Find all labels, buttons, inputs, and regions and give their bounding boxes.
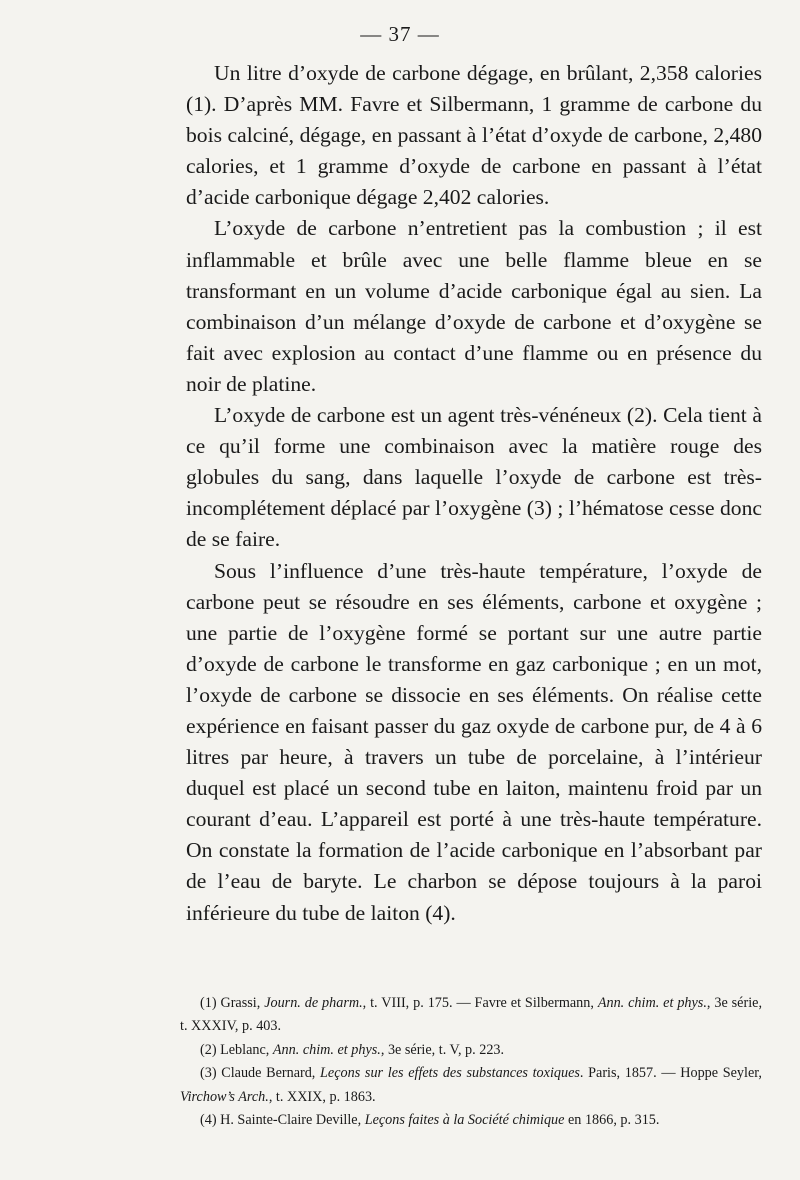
footnote-text	[180, 1065, 762, 1104]
footnote-title: Journ. de pharm.	[264, 995, 363, 1011]
footnote-title: Ann. chim. et phys.	[597, 995, 707, 1011]
footnote-text	[180, 995, 762, 1034]
footnote-text	[217, 1112, 660, 1128]
footnote-number: (2)	[200, 1041, 217, 1058]
footnote-segment: , t. XXIX, p. 1863.	[268, 1088, 376, 1105]
footnote-text	[217, 1042, 505, 1058]
footnote-number: (1)	[200, 995, 217, 1011]
footnote-number: (4)	[200, 1112, 217, 1129]
paragraph-1: Un litre d’oxyde de carbone dégage, en brûlant, 2,358 calories (1). D’après MM. Favre et Silbermann, 1 gramme de carbone du bois calciné, dégage, en passant à l’état d’oxyde de carbone, 2,480 calories, et 1 gramme d’oxyde de carbone en passant à l’état d’acide carbonique dégage 2,402 calories.	[186, 61, 762, 210]
body-text	[186, 58, 762, 929]
footnote-segment: , 3e série, t. XXXIV, p. 403.	[180, 995, 762, 1035]
footnote	[180, 1062, 762, 1109]
footnote-number: (3)	[200, 1065, 217, 1082]
page-number: — 37 —	[360, 22, 440, 46]
footnote-title: Leçons faites à la Société chimique	[364, 1112, 565, 1129]
footnote-segment: , 3e série, t. V, p. 223.	[380, 1041, 505, 1058]
footnote-title: Virchow’s Arch.	[180, 1088, 269, 1105]
footnote-segment: H. Sainte-Claire Deville,	[216, 1112, 365, 1129]
footnote-segment: Leblanc,	[216, 1041, 273, 1058]
footnote	[180, 1039, 762, 1062]
footnote-title: Ann. chim. et phys.	[272, 1041, 381, 1058]
paragraph-3: L’oxyde de carbone est un agent très-vénéneux (2). Cela tient à ce qu’il forme une combinaison avec la matière rouge des globules du sang, dans laquelle l’oxyde de carbone est très-incomplétement déplacé par l’oxygène (3) ; l’hématose cesse donc de se faire.	[186, 403, 762, 552]
footnote	[180, 992, 762, 1039]
footnote-segment: Claude Bernard,	[216, 1065, 321, 1082]
footnote-title: Leçons sur les effets des substances toxiques	[320, 1065, 580, 1082]
paragraph-4: Sous l’influence d’une très-haute température, l’oxyde de carbone peut se résoudre en ses éléments, carbone et oxygène ; une partie de l’oxygène formé se portant sur une autre partie d’oxyde de carbone le transforme en gaz carbonique ; en un mot, l’oxyde de carbone se dissocie en ses éléments. On réalise cette expérience en faisant passer du gaz oxyde de carbone pur, de 4 à 6 litres par heure, à travers un tube de porcelaine, à l’intérieur duquel est placé un second tube en laiton, maintenu froid par un courant d’eau. L’appareil est porté à une très-haute température. On constate la formation de l’acide carbonique en l’absorbant par de l’eau de baryte. Le charbon se dépose toujours à la paroi inférieure du tube de laiton (4).	[186, 558, 762, 925]
footnote-segment: . Paris, 1857. — Hoppe Seyler,	[579, 1065, 762, 1082]
footnote-segment: en 1866, p. 315.	[564, 1112, 660, 1129]
paragraph-2: L’oxyde de carbone n’entretient pas la combustion ; il est inflammable et brûle avec une belle flamme bleue en se transformant en un volume d’acide carbonique égal au sien. La combinaison d’un mélange d’oxyde de carbone et d’oxygène se fait avec explosion au contact d’une flamme ou en présence du noir de platine.	[186, 216, 762, 396]
footnote-segment: Grassi,	[216, 995, 265, 1011]
footnotes	[180, 992, 762, 1132]
footnote	[180, 1109, 762, 1132]
footnote-segment: , t. VIII, p. 175. — Favre et Silbermann,	[362, 995, 598, 1011]
